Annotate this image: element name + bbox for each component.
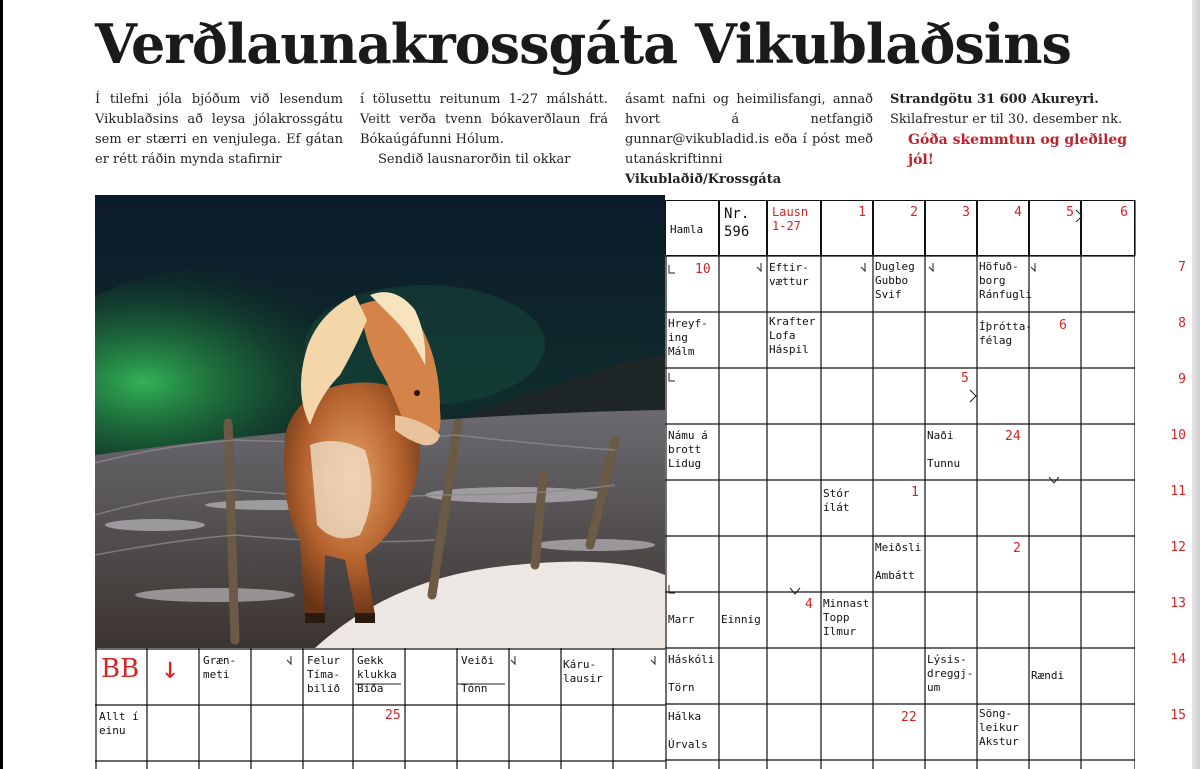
- crossword-grid: [665, 195, 1192, 769]
- cell-number: 14: [1170, 652, 1186, 667]
- arrow-down-icon: ↓: [161, 651, 180, 686]
- clue-einnig: Einnig: [721, 613, 761, 626]
- deadline-text: Skilafrestur er til 30. desember nk.: [890, 112, 1123, 127]
- bb-initials: BB: [101, 654, 140, 684]
- greeting-text: Góða skemmtun og gleðileg jól!: [908, 132, 1128, 168]
- right-number-column: [1135, 256, 1192, 769]
- crossword-bottom-grid: [95, 648, 665, 769]
- mailing-address-label: Vikublaðið/Krossgáta: [625, 172, 782, 187]
- clue-kraftar: Krafter Lofa Háspil: [769, 315, 816, 356]
- clue-raendi: Rændi: [1031, 669, 1065, 682]
- cell-number: 1: [858, 205, 866, 220]
- clue-karu: Káru- lausir: [563, 658, 603, 685]
- intro-column-4: [890, 90, 1138, 170]
- clue-namu: Námu á brott Lidug: [668, 429, 708, 470]
- clue-eftirvaettur: Eftir- vættur: [769, 261, 809, 288]
- intro-column-2: [360, 90, 608, 170]
- page-title: Verðlaunakrossgáta Vikublaðsins: [95, 12, 1071, 76]
- cell-number: 22: [901, 710, 917, 725]
- clue-songleikur: Söng- leikur Akstur: [979, 707, 1019, 748]
- street-address: Strandgötu 31 600 Akureyri.: [890, 92, 1099, 107]
- clue-hreyfing: Hreyf- ing Málm: [668, 317, 708, 358]
- clue-hamla: Hamla: [670, 223, 704, 236]
- clue-veidi: Veiði Tónn: [461, 654, 495, 695]
- clue-marr: Marr: [668, 613, 695, 626]
- intro-paragraph: Sendið lausnarorðin til okkar: [378, 152, 571, 167]
- clue-halka: Hálka Úrvals: [668, 710, 708, 751]
- intro-text: [95, 90, 1135, 187]
- clue-meidsli: Meiðsli Ambátt: [875, 541, 922, 582]
- clue-nadi: Naði Tunnu: [927, 429, 961, 470]
- cell-number: 2: [1013, 541, 1021, 556]
- cell-number: 5: [1066, 205, 1074, 220]
- cell-number: 11: [1170, 484, 1186, 499]
- intro-paragraph: í tölusettu reitunum 1-27 málshátt. Veitt verða tvenn bókaverðlaun frá Bókaúgáfunni Hólum.: [360, 92, 608, 147]
- horse-photo: [95, 195, 665, 648]
- cell-number: 25: [385, 708, 401, 723]
- cell-number: 10: [1170, 428, 1186, 443]
- cell-number: 5: [961, 371, 969, 386]
- cell-number: 10: [695, 262, 711, 277]
- clue-stor: Stór ílát: [823, 487, 850, 514]
- intro-column-1: [95, 90, 343, 170]
- clue-lysis: Lýsis- dreggj- um: [927, 653, 974, 694]
- intro-paragraph: Í tilefni jóla bjóðum við lesendum Vikublaðsins að leysa jólakrossgátu sem er stærri en venjulega. Ef gátan er rétt ráðin mynda stafirnir: [95, 92, 343, 167]
- solution-range: Lausn 1-27: [772, 205, 809, 233]
- cell-number: 3: [962, 205, 970, 220]
- cell-number: 4: [805, 597, 813, 612]
- cell-number: 7: [1178, 260, 1186, 275]
- cell-number: 13: [1170, 596, 1186, 611]
- cell-number: 8: [1178, 316, 1186, 331]
- cell-number: 9: [1178, 372, 1186, 387]
- clue-duglegur: Dugleg Gubbo Svif: [875, 260, 915, 301]
- cell-number: 6: [1120, 205, 1128, 220]
- page-edge-shadow: [1192, 0, 1200, 769]
- cell-number: 24: [1005, 429, 1021, 444]
- clue-haskoli: Háskóli Törn: [668, 653, 715, 694]
- clue-gekk: Gekk klukka Bíða: [357, 654, 397, 695]
- clue-graenmeti: Græn- meti: [203, 654, 237, 681]
- page-edge: [0, 0, 3, 769]
- puzzle-number: Nr. 596: [724, 206, 750, 240]
- clue-felur: Felur Tíma- bilið: [307, 654, 341, 695]
- clue-minnast: Minnast Topp Ilmur: [823, 597, 870, 638]
- cell-number: 6: [1059, 318, 1067, 333]
- clue-allt: Allt í einu: [99, 710, 139, 737]
- cell-number: 15: [1170, 708, 1186, 723]
- cell-number: 2: [910, 205, 918, 220]
- cell-number: 4: [1014, 205, 1022, 220]
- intro-column-3: [625, 90, 873, 190]
- horse-aurora-illustration: [95, 195, 665, 648]
- clue-ithrotta: Íþrótta- félag: [979, 320, 1032, 347]
- cell-number: 12: [1170, 540, 1186, 555]
- intro-paragraph: ásamt nafni og heimilisfangi, annað hvort á netfangið gunnar@vikubladid.is eða í póst með utanáskriftinni: [625, 92, 873, 167]
- clue-hofudborg: Höfuð- borg Ránfugli: [979, 260, 1032, 301]
- cell-number: 1: [911, 485, 919, 500]
